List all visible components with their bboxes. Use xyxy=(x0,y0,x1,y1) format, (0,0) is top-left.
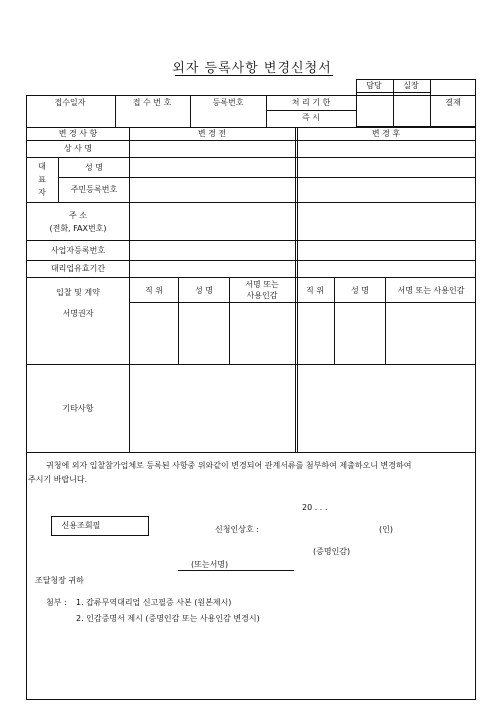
after-position-header: 직 위 xyxy=(306,286,324,295)
seal-mark: (인) xyxy=(379,525,393,534)
certified-seal-label: (증명인감) xyxy=(313,547,351,556)
credit-check-label: 신용조회필 xyxy=(61,521,101,530)
before-position-header: 직 위 xyxy=(145,286,163,295)
agency-validity-label: 대리업유효기간 xyxy=(50,264,106,273)
approval-col-chief: 실장 xyxy=(403,81,419,90)
representative-id-label: 주민등록번호 xyxy=(70,185,118,194)
approval-col-staff: 담당 xyxy=(366,81,382,90)
attachment-item-2: 2. 인감증명서 제시 (증명인감 또는 사용인감 변경시) xyxy=(76,614,260,623)
business-registration-label: 사업자등록번호 xyxy=(50,246,106,255)
before-signature-header-1: 서명 또는 xyxy=(245,280,279,289)
processing-deadline-value: 즉 시 xyxy=(302,113,320,122)
signature-underline xyxy=(178,570,294,571)
attachment-item-1: 1. 갑류무역대리업 신고필증 사본 (원본제시) xyxy=(76,598,232,607)
statement-line-2: 주시기 바랍니다. xyxy=(28,475,88,484)
other-matters-label: 기타사항 xyxy=(62,404,94,413)
processing-deadline-label: 처 리 기 한 xyxy=(291,98,331,107)
after-signature-header: 서명 또는 사용인감 xyxy=(397,286,465,295)
after-name-header: 성 명 xyxy=(351,286,369,295)
or-signature-label: (또는서명) xyxy=(191,560,229,569)
after-change-header: 변 경 후 xyxy=(371,129,401,138)
page-title: 외자 등록사항 변경신청서 xyxy=(172,61,332,76)
approval-label: 결재 xyxy=(445,98,461,107)
addressee: 조달청장 귀하 xyxy=(35,576,84,585)
reception-number-label: 접 수 번 호 xyxy=(132,98,172,107)
change-items-header: 변 경 사 항 xyxy=(58,129,98,138)
address-phone-fax-label: (전화, FAX번호) xyxy=(49,224,107,233)
applicant-name-label: 신청인상호 : xyxy=(215,525,259,534)
representative-label-3: 자 xyxy=(38,188,46,197)
company-name-label: 상 사 명 xyxy=(63,144,93,153)
representative-name-label: 성 명 xyxy=(85,163,103,172)
statement-line-1: 귀청에 외자 입찰참가업체로 등록된 사항중 위와같이 변경되어 관계서류를 첨부하여 제출하오니 변경하여 xyxy=(46,461,412,470)
bid-contract-label: 입찰 및 계약 xyxy=(56,288,100,297)
before-name-header: 성 명 xyxy=(195,286,213,295)
address-label: 주 소 xyxy=(69,211,87,220)
signatory-label: 서명권자 xyxy=(62,309,94,318)
before-signature-header-2: 사용인감 xyxy=(246,291,278,300)
registration-number-label: 등록번호 xyxy=(212,98,244,107)
title-underline xyxy=(175,75,333,76)
reception-date-label: 접수일자 xyxy=(54,98,86,107)
representative-label-2: 표 xyxy=(38,175,46,184)
application-date: 20 . . . xyxy=(302,503,328,512)
representative-label-1: 대 xyxy=(38,162,46,171)
before-change-header: 변 경 전 xyxy=(197,129,227,138)
attachments-label: 첨부 : xyxy=(46,598,67,607)
